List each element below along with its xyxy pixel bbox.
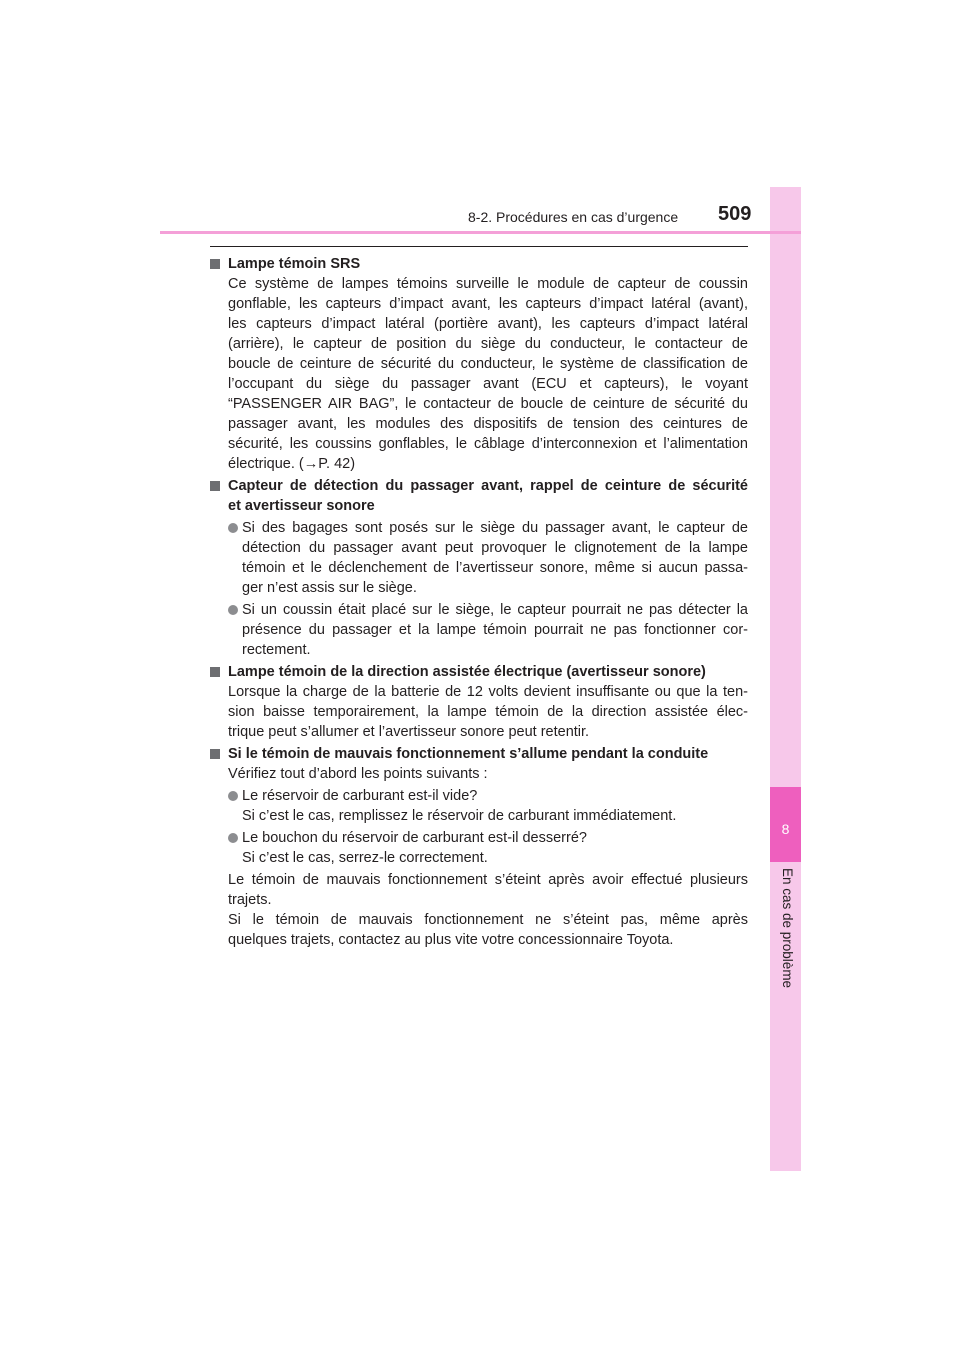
text-line: boucle de ceinture de sécurité du conducteur, le système de classification de (228, 356, 748, 372)
text-line: quelques trajets, contactez au plus vite votre concessionnaire Toyota. (228, 932, 674, 948)
round-bullet-icon (228, 605, 238, 615)
text-line: trajets. (228, 892, 272, 908)
text-line: présence du passager et la lampe témoin pourrait ne pas fonctionner cor- (242, 622, 748, 638)
round-bullet-icon (228, 791, 238, 801)
round-bullet-icon (228, 833, 238, 843)
text-line: (arrière), le capteur de position du siège du conducteur, le contacteur de (228, 336, 748, 352)
text-line: gonflable, les capteurs d’impact avant, les capteurs d’impact latéral (avant), (228, 296, 748, 312)
text-line: Ce système de lampes témoins surveille le module de capteur de coussin (228, 276, 748, 292)
text-line: passager avant, les modules des dispositifs de tension des ceintures de (228, 416, 748, 432)
text-line: témoin et le déclenchement de l’avertisseur sonore, même si aucun passa- (242, 560, 748, 576)
text-line: sion baisse temporairement, la lampe témoin de la direction assistée élec- (228, 704, 748, 720)
section-srs-warning-light (210, 254, 748, 474)
square-bullet-icon (210, 481, 220, 491)
text-line: les capteurs d’impact latéral (portière avant), les capteurs d’impact latéral (228, 316, 748, 332)
page-content (210, 252, 748, 950)
chapter-title (780, 868, 794, 1008)
text-line: détection du passager avant peut provoquer le clignotement de la lampe (242, 540, 748, 556)
section-body (228, 682, 748, 742)
bullet-item (228, 518, 748, 598)
text-line: Le témoin de mauvais fonctionnement s’éteint après avoir effectué plusieurs (228, 872, 748, 888)
text-line: Si c’est le cas, remplissez le réservoir de carburant immédiatement. (242, 808, 677, 824)
content-top-rule (210, 246, 748, 247)
section-intro: Vérifiez tout d’abord les points suivants : (228, 766, 488, 782)
round-bullet-icon (228, 523, 238, 533)
text-line: Le réservoir de carburant est-il vide? (242, 788, 478, 804)
chapter-title-text: En cas de problème (780, 868, 795, 989)
text-line: l’occupant du siège du passager avant (ECU et capteurs), le voyant (228, 376, 748, 392)
section-title: Si le témoin de mauvais fonctionnement s’allume pendant la conduite (228, 746, 709, 762)
section-title: et avertisseur sonore (228, 498, 375, 514)
chapter-number: 8 (781, 821, 790, 837)
text-line: Si le témoin de mauvais fonctionnement ne s’éteint pas, même après (228, 912, 748, 928)
bullet-item (228, 786, 748, 826)
square-bullet-icon (210, 259, 220, 269)
bullet-item (228, 828, 748, 868)
text-line: sécurité, les coussins gonflables, le câblage d’interconnexion et l’alimentation (228, 436, 748, 452)
text-line: Si c’est le cas, serrez-le correctement. (242, 850, 488, 866)
section-body (228, 274, 748, 474)
text-line: trique peut s’allumer et l’avertisseur sonore peut retentir. (228, 724, 590, 740)
header-rule (160, 231, 801, 234)
section-power-steering-light (210, 662, 748, 742)
text-line: rectement. (242, 642, 311, 658)
section-title: Lampe témoin de la direction assistée électrique (avertisseur sonore) (228, 664, 706, 680)
section-title: Capteur de détection du passager avant, rappel de ceinture de sécurité (228, 478, 748, 494)
text-line: Le bouchon du réservoir de carburant est-il desserré? (242, 830, 587, 846)
page-number: 509 (718, 203, 752, 225)
bullet-item (228, 600, 748, 660)
section-passenger-detection (210, 476, 748, 660)
text-line: électrique. (→P. 42) (228, 456, 356, 472)
section-title: Lampe témoin SRS (228, 256, 361, 272)
square-bullet-icon (210, 667, 220, 677)
text-line: Si des bagages sont posés sur le siège du passager avant, le capteur de (242, 520, 748, 536)
text-line: ger n’est assis sur le siège. (242, 580, 417, 596)
section-outro (228, 870, 748, 950)
section-malfunction-indicator (210, 744, 748, 950)
text-line: “PASSENGER AIR BAG”, le contacteur de boucle de ceinture de sécurité du (228, 396, 748, 412)
square-bullet-icon (210, 749, 220, 759)
chapter-side-tab (770, 187, 801, 1171)
text-line: Lorsque la charge de la batterie de 12 volts devient insuffisante ou que la ten- (228, 684, 748, 700)
text-line: Si un coussin était placé sur le siège, le capteur pourrait ne pas détecter la (242, 602, 748, 618)
section-header: 8-2. Procédures en cas d’urgence (468, 209, 679, 225)
